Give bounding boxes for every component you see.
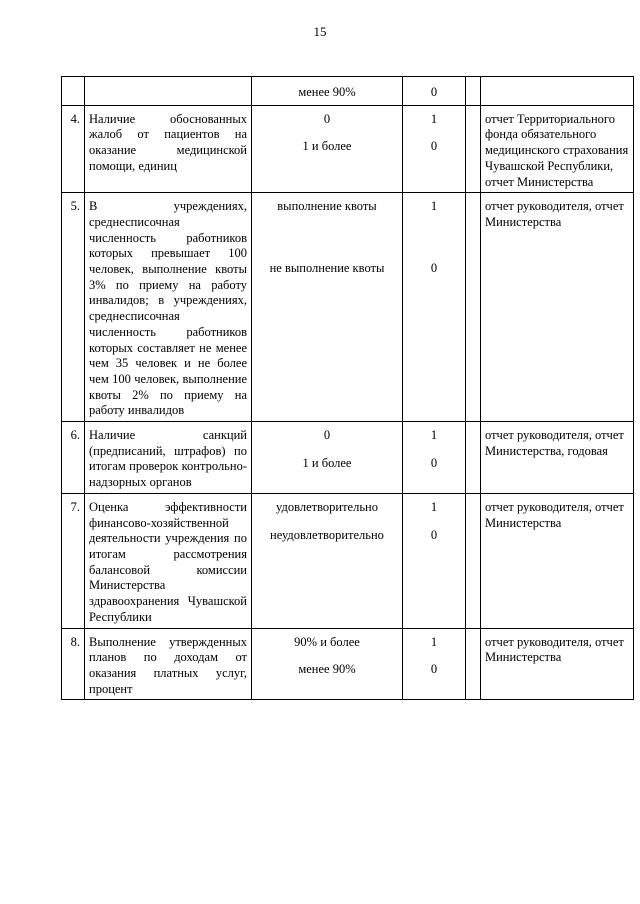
criterion-source: отчет руководителя, отчет Министерства — [481, 493, 634, 628]
criterion-name: Оценка эффективности финансово-хозяйственной деятельности учреждения по итогам рассмотрения балансовой комиссии Министерства здравоохранения Чувашской Республики — [85, 493, 252, 628]
criterion-score: 1 — [430, 428, 438, 443]
criterion-values — [252, 493, 403, 628]
row-number: 6. — [62, 422, 85, 494]
criterion-score: 1 — [430, 499, 438, 514]
row-number: 7. — [62, 493, 85, 628]
row-number: 4. — [62, 105, 85, 193]
criterion-values — [252, 105, 403, 193]
criterion-values — [252, 193, 403, 422]
criterion-source: отчет руководителя, отчет Министерства, годовая — [481, 422, 634, 494]
criterion-scores — [403, 628, 466, 700]
criterion-score: 1 — [430, 199, 438, 214]
criterion-value: 0 — [323, 428, 331, 443]
criterion-value: удовлетворительно — [276, 499, 378, 514]
criterion-scores — [403, 493, 466, 628]
criteria-table — [61, 76, 634, 700]
criterion-value: 1 и более — [302, 139, 352, 154]
criterion-score: 0 — [430, 662, 438, 677]
criterion-name: Наличие обоснованных жалоб от пациентов на оказание медицинской помощи, единиц — [85, 105, 252, 193]
criterion-score: 0 — [430, 85, 438, 99]
criterion-value: выполнение квоты — [277, 199, 377, 214]
column-gap — [466, 493, 481, 628]
table-row — [62, 422, 634, 494]
column-gap — [466, 105, 481, 193]
column-gap — [466, 628, 481, 700]
criterion-name: Выполнение утвержденных планов по доходам от оказания платных услуг, процент — [85, 628, 252, 700]
criterion-values — [252, 628, 403, 700]
criterion-value: менее 90% — [298, 85, 356, 99]
criterion-name: В учреждениях, среднесписочная численность работников которых превышает 100 человек, выполнение квоты 3% по приему на работу инвалидов; в учреждениях, среднесписочная численность работников которых составляет не менее чем 35 человек и не более чем 100 человек, выполнение квоты 2% по приему на работу инвалидов — [85, 193, 252, 422]
criterion-scores — [403, 77, 466, 106]
table-row — [62, 628, 634, 700]
criterion-source: отчет Территориального фонда обязательного медицинского страхования Чувашской Республики, отчет Министерства — [481, 105, 634, 193]
row-number: 8. — [62, 628, 85, 700]
criterion-name: Наличие санкций (предписаний, штрафов) по итогам проверок контрольно-надзорных органов — [85, 422, 252, 494]
criterion-score: 0 — [430, 139, 438, 154]
criterion-values — [252, 77, 403, 106]
criterion-score: 1 — [430, 111, 438, 126]
table-row — [62, 493, 634, 628]
criterion-score: 0 — [430, 527, 438, 542]
table-row — [62, 193, 634, 422]
row-number: 5. — [62, 193, 85, 422]
criterion-value: 0 — [323, 111, 331, 126]
criterion-value: менее 90% — [298, 662, 356, 677]
page-number: 15 — [313, 24, 327, 39]
column-gap — [466, 422, 481, 494]
criterion-source: отчет руководителя, отчет Министерства — [481, 193, 634, 422]
column-gap — [466, 77, 481, 106]
table-row — [62, 77, 634, 106]
criterion-value: 90% и более — [294, 634, 360, 649]
criterion-source: отчет руководителя, отчет Министерства — [481, 628, 634, 700]
criterion-score: 0 — [430, 455, 438, 470]
criterion-value: не выполнение квоты — [269, 260, 385, 275]
criterion-scores — [403, 105, 466, 193]
criterion-source — [481, 77, 634, 106]
column-gap — [466, 193, 481, 422]
table-row — [62, 105, 634, 193]
row-number — [62, 77, 85, 106]
criterion-value: неудовлетворительно — [270, 527, 384, 542]
criterion-value: 1 и более — [302, 455, 352, 470]
criterion-score: 1 — [430, 634, 438, 649]
criterion-score: 0 — [430, 260, 438, 275]
criterion-name — [85, 77, 252, 106]
criterion-scores — [403, 422, 466, 494]
criterion-scores — [403, 193, 466, 422]
criterion-values — [252, 422, 403, 494]
